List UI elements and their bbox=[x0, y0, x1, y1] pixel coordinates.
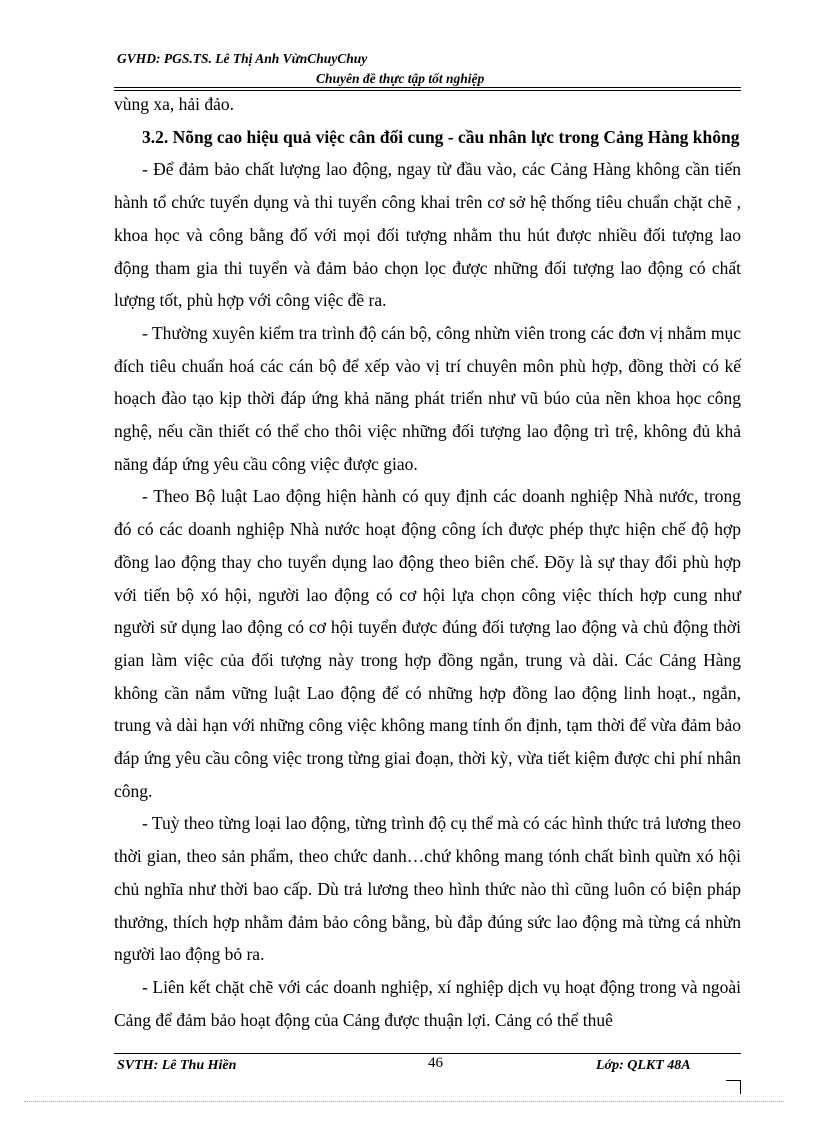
paragraph: - Để đảm bảo chất lượng lao động, ngay từ đầu vào, các Cảng Hàng không cần tiến hành tổ chức tuyển dụng và thi tuyển công khai trên cơ sở hệ thống tiêu chuẩn chặt chẽ , khoa học và công bằng đố với mọi đối tượng nhằm thu hút được nhiều đối tượng lao động tham gia thi tuyển và đảm bảo chọn lọc được những đối tượng lao động có chất lượng tốt, phù hợp với công việc đề ra. bbox=[114, 159, 741, 311]
footer-student: SVTH: Lê Thu Hiền bbox=[117, 1058, 237, 1073]
crop-mark bbox=[726, 1080, 740, 1081]
paragraph-continuation: vùng xa, hải đảo. bbox=[114, 94, 235, 114]
paragraph: - Thường xuyên kiểm tra trình độ cán bộ, công nhừn viên trong các đơn vị nhằm mục đích tiêu chuẩn hoá các cán bộ để xếp vào vị trí chuyên môn phù hợp, đồng thời có kế hoạch đào tạo kịp thời đáp ứng khả năng phát triển như vũ búo của nền khoa học công nghệ, nếu cần thiết có thể cho thôi việc những đối tượng lao động trì trệ, không đủ khả năng đáp ứng yêu cầu công việc được giao. bbox=[114, 322, 741, 474]
footer-rule bbox=[114, 1053, 741, 1054]
page-break-line bbox=[24, 1101, 784, 1102]
paragraph: - Liên kết chặt chẽ với các doanh nghiệp, xí nghiệp dịch vụ hoạt động trong và ngoài Cảng để đảm bảo hoạt động của Cảng được thuận lợi. Cảng có thể thuê bbox=[114, 976, 741, 1030]
crop-mark bbox=[740, 1080, 741, 1094]
header-report-title: Chuyên đề thực tập tốt nghiệp bbox=[316, 71, 485, 86]
document-body bbox=[114, 88, 741, 1036]
footer-class: Lớp: QLKT 48A bbox=[596, 1058, 691, 1073]
paragraph: - Theo Bộ luật Lao động hiện hành có quy định các doanh nghiệp Nhà nước, trong đó có các doanh nghiệp Nhà nước hoạt động công ích được phép thực hiện chế độ hợp đồng lao động thay cho tuyển dụng lao động theo biên chế. Đõy là sự thay đổi phù hợp với tiến bộ xó hội, người lao động có cơ hội lựa chọn công việc thích hợp cung như người sử dụng lao động có cơ hội tuyển được đúng đối tượng lao động và chủ động thời gian làm việc của đối tượng này trong hợp đồng ngắn, trung và dài. Các Cảng Hàng không cần nắm vững luật Lao động để có những hợp đồng lao động linh hoạt., ngắn, trung và dài hạn với những công việc không mang tính ổn định, tạm thời để vừa đảm bảo đáp ứng yêu cầu công việc trong từng giai đoạn, thời kỳ, vừa tiết kiệm được chi phí nhân công. bbox=[114, 486, 741, 801]
page-number: 46 bbox=[428, 1055, 443, 1071]
header-advisor: GVHD: PGS.TS. Lê Thị Anh VừnChuyChuy bbox=[117, 51, 368, 66]
paragraph: - Tuỳ theo từng loại lao động, từng trình độ cụ thể mà có các hình thức trả lương theo thời gian, theo sản phẩm, theo chức danh…chứ không mang tónh chất bình quừn xó hội chủ nghĩa như thời bao cấp. Dù trả lương theo hình thức nào thì cũng luôn có biện pháp thưởng, thích hợp nhằm đảm bảo công bằng, bù đắp đúng sức lao động mà từng cá nhừn người lao động bỏ ra. bbox=[114, 813, 741, 965]
section-heading: 3.2. Nõng cao hiệu quả việc cân đối cung - cầu nhân lực trong Cảng Hàng không bbox=[142, 126, 740, 147]
